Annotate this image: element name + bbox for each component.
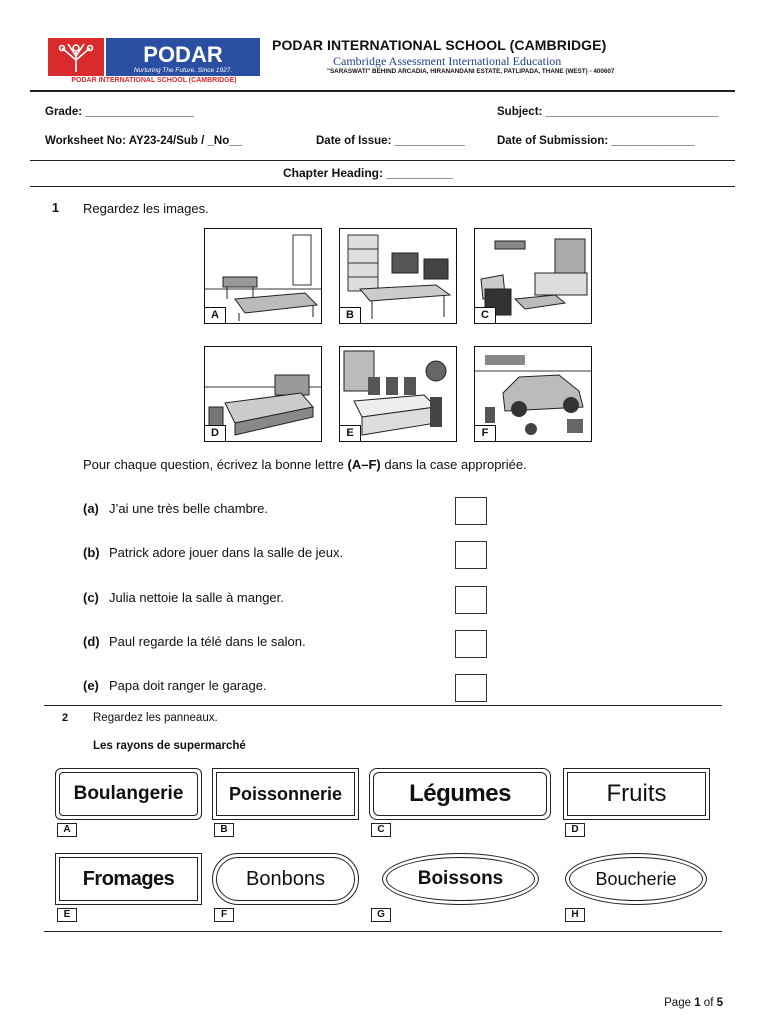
page-current: 1 bbox=[694, 997, 701, 1009]
sign-b bbox=[212, 768, 359, 820]
grade-field: Grade: _________________ bbox=[45, 106, 194, 118]
sign-text: Poissonnerie bbox=[228, 783, 343, 804]
item-text: Julia nettoie la salle à manger. bbox=[109, 590, 284, 605]
picture-b bbox=[339, 228, 457, 324]
question-instruction: Regardez les images. bbox=[83, 201, 209, 216]
sign-label: H bbox=[565, 908, 585, 922]
question-divider bbox=[44, 931, 722, 932]
prompt-range: (A–F) bbox=[347, 457, 381, 472]
picture-label: C bbox=[474, 307, 496, 324]
item-text: Paul regarde la télé dans le salon. bbox=[109, 634, 306, 649]
item-label: (d) bbox=[83, 634, 100, 649]
sign-label: G bbox=[371, 908, 391, 922]
question-item-c bbox=[83, 590, 284, 605]
school-logo bbox=[48, 38, 260, 84]
logo-tagline: Nurturing The Future. Since 1927. bbox=[133, 67, 233, 74]
picture-d bbox=[204, 346, 322, 442]
page-number bbox=[664, 997, 723, 1009]
sign-h bbox=[565, 853, 707, 905]
sign-text: Boissons bbox=[417, 868, 504, 889]
picture-label: F bbox=[474, 425, 496, 442]
chapter-divider bbox=[30, 186, 735, 187]
answer-box-d[interactable] bbox=[455, 630, 487, 658]
sign-text: Bonbons bbox=[246, 867, 325, 890]
question-divider bbox=[44, 705, 722, 706]
item-text: Papa doit ranger le garage. bbox=[109, 678, 267, 693]
sign-text: Fromages bbox=[82, 867, 175, 890]
item-text: J’ai une très belle chambre. bbox=[109, 501, 268, 516]
picture-f bbox=[474, 346, 592, 442]
chapter-heading: Chapter Heading: __________ bbox=[283, 166, 454, 180]
sign-c bbox=[369, 768, 551, 820]
question-item-e bbox=[83, 678, 267, 693]
page-total: 5 bbox=[716, 997, 723, 1009]
prompt-text: Pour chaque question, écrivez la bonne lettre bbox=[83, 457, 348, 472]
item-label: (c) bbox=[83, 590, 99, 605]
subject-field: Subject: ___________________________ bbox=[497, 106, 719, 118]
item-label: (b) bbox=[83, 545, 100, 560]
sign-label: C bbox=[371, 823, 391, 837]
picture-c bbox=[474, 228, 592, 324]
sign-text: Fruits bbox=[606, 780, 667, 807]
question-item-b bbox=[83, 545, 343, 560]
sign-label: F bbox=[214, 908, 234, 922]
answer-box-c[interactable] bbox=[455, 586, 487, 614]
sign-label: E bbox=[57, 908, 77, 922]
question-number: 1 bbox=[52, 201, 59, 215]
sign-e bbox=[55, 853, 202, 905]
sign-label: B bbox=[214, 823, 234, 837]
date-of-issue-field: Date of Issue: ___________ bbox=[316, 135, 465, 147]
prompt-text-end: dans la case appropriée. bbox=[380, 457, 527, 472]
question-item-d bbox=[83, 634, 306, 649]
sign-label: A bbox=[57, 823, 77, 837]
school-name: PODAR INTERNATIONAL SCHOOL (CAMBRIDGE) bbox=[272, 37, 607, 53]
question-instruction: Regardez les panneaux. bbox=[93, 712, 218, 724]
header-divider bbox=[30, 90, 735, 92]
sign-label: D bbox=[565, 823, 585, 837]
logo-text: PODAR bbox=[143, 42, 223, 67]
school-address: "SARASWATI" BEHIND ARCADIA, HIRANANDANI ESTATE, PATLIPADA, THANE (WEST) - 400607 bbox=[327, 68, 615, 75]
picture-e bbox=[339, 346, 457, 442]
page-of: of bbox=[700, 997, 717, 1009]
sign-text: Boulangerie bbox=[73, 783, 184, 804]
sign-a bbox=[55, 768, 202, 820]
school-subtitle: Cambridge Assessment International Education bbox=[333, 54, 562, 68]
item-label: (a) bbox=[83, 501, 99, 516]
item-text: Patrick adore jouer dans la salle de jeux. bbox=[109, 545, 344, 560]
sign-f bbox=[212, 853, 359, 905]
page-prefix: Page bbox=[664, 997, 695, 1009]
sign-d bbox=[563, 768, 710, 820]
picture-a bbox=[204, 228, 322, 324]
picture-label: B bbox=[339, 307, 361, 324]
question-prompt bbox=[83, 457, 527, 472]
item-label: (e) bbox=[83, 678, 99, 693]
question-item-a bbox=[83, 501, 268, 516]
picture-label: A bbox=[204, 307, 226, 324]
logo-school: PODAR INTERNATIONAL SCHOOL (CAMBRIDGE) bbox=[71, 77, 237, 84]
question-subheading: Les rayons de supermarché bbox=[93, 740, 246, 752]
answer-box-b[interactable] bbox=[455, 541, 487, 569]
picture-label: E bbox=[339, 425, 361, 442]
question-number: 2 bbox=[62, 712, 69, 724]
sign-text: Boucherie bbox=[595, 868, 677, 889]
sign-text: Légumes bbox=[409, 780, 511, 807]
sign-g bbox=[382, 853, 539, 905]
answer-box-e[interactable] bbox=[455, 674, 487, 702]
answer-box-a[interactable] bbox=[455, 497, 487, 525]
fields-divider bbox=[30, 160, 735, 161]
worksheet-field: Worksheet No: AY23-24/Sub / _No__ bbox=[45, 135, 243, 147]
picture-label: D bbox=[204, 425, 226, 442]
date-of-submission-field: Date of Submission: _____________ bbox=[497, 135, 695, 147]
